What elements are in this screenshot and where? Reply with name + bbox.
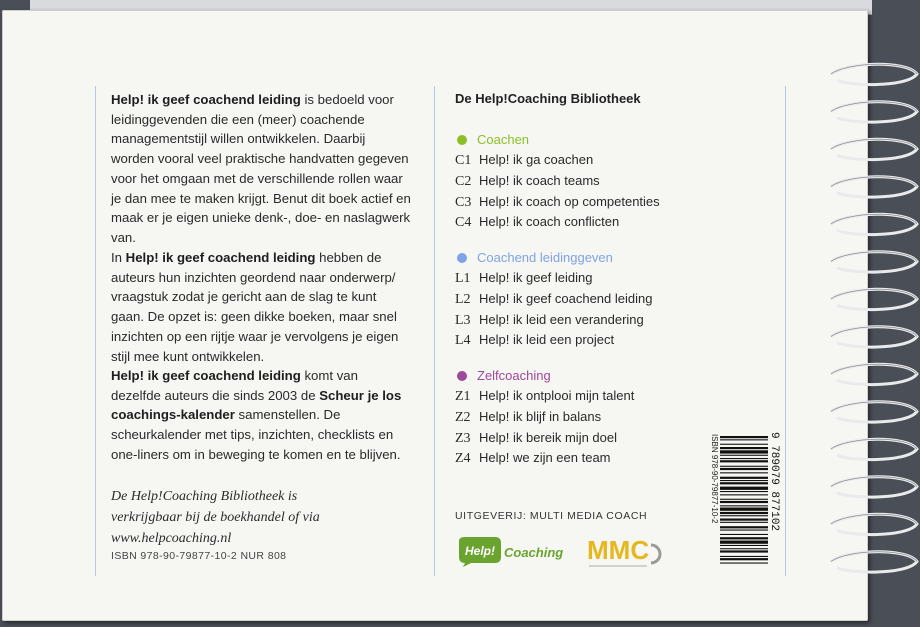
barcode-digits: 9 789079 877102 xyxy=(768,432,780,532)
barcode-bar xyxy=(720,450,768,453)
library-title: De Help!Coaching Bibliotheek xyxy=(455,91,641,106)
item-label: Help! ik bereik mijn doel xyxy=(479,429,618,445)
item-label: Help! ik coach conflicten xyxy=(479,214,620,230)
barcode-bar xyxy=(720,487,768,490)
list-item xyxy=(455,268,652,289)
item-label: Help! ik coach op competenties xyxy=(479,193,660,209)
item-code: C2 xyxy=(455,173,472,189)
barcode-bar xyxy=(720,558,768,560)
item-code: C4 xyxy=(455,215,472,231)
barcode-bar xyxy=(720,501,768,503)
barcode-bar xyxy=(720,505,768,506)
barcode-bar xyxy=(720,530,768,531)
logo-coaching-text: Coaching xyxy=(504,545,564,560)
barcode-bar xyxy=(720,439,768,440)
barcode-bar xyxy=(720,455,768,456)
isbn-nur-line: ISBN 978-90-79877-10-2 NUR 808 xyxy=(111,550,287,562)
barcode-bar xyxy=(720,563,768,564)
barcode-bar xyxy=(720,556,768,557)
barcode-bar xyxy=(720,508,768,511)
list-item xyxy=(455,330,652,351)
item-code: Z4 xyxy=(455,451,471,467)
book-title-bold: Help! ik geef coachend leiding xyxy=(111,368,301,383)
section-heading-label: Coachen xyxy=(477,132,530,147)
barcode-bar xyxy=(720,491,768,492)
item-code: L2 xyxy=(455,291,471,307)
barcode-bar xyxy=(720,548,768,549)
item-label: Help! ik geef leiding xyxy=(479,270,593,285)
item-label: Help! ik geef coachend leiding xyxy=(479,290,653,306)
section-zelfcoaching xyxy=(455,366,634,469)
intro-text: is bedoeld voor leidinggevenden die een (meer) coachende managementstijl willen ontwikkelen. Daarbij worden vooral veel praktische handvatten gegeven voor het omgaan met de verschillende rollen waar je dan mee te maken krijgt. Benut dit boek actief en maak er je eigen unieke denk-, doe- en naslagwerk van. xyxy=(111,92,411,245)
barcode-bar xyxy=(720,526,768,528)
item-code: C1 xyxy=(455,153,472,168)
list-item xyxy=(455,310,652,331)
origin-text: samenstellen. De scheurkalender met tips, inzichten, checklists en one-liners om in beweging te komen en te blijven. xyxy=(111,407,401,462)
logo-mmc-text: MMC xyxy=(587,535,650,565)
section-heading-label: Coachend leidinggeven xyxy=(477,250,613,265)
item-code: Z2 xyxy=(455,409,471,425)
section-coachend-leidinggeven xyxy=(455,248,652,351)
barcode-bar xyxy=(720,494,768,495)
item-code: L3 xyxy=(455,312,471,328)
item-code: Z3 xyxy=(455,430,471,446)
list-item xyxy=(455,150,660,171)
calendar-title-bold: Scheur je los coachings-kalender xyxy=(111,387,402,423)
item-label: Help! ik ga coachen xyxy=(479,152,594,167)
list-item xyxy=(455,407,634,428)
barcode-isbn-text: ISBN 978-90-79877-10-2 xyxy=(710,434,719,524)
book-title-bold: Help! ik geef coachend leiding xyxy=(125,250,316,265)
origin-mid: komt van dezelfde auteurs die sinds 2003 de xyxy=(111,368,358,403)
barcode-bar xyxy=(720,541,768,544)
list-item xyxy=(455,448,634,469)
barcode-bars xyxy=(720,436,768,564)
barcode-bar xyxy=(720,477,768,479)
item-label: Help! we zijn een team xyxy=(479,450,611,466)
blue-dot-icon xyxy=(457,253,467,263)
barcode-bar xyxy=(720,537,768,539)
list-item xyxy=(455,428,634,449)
list-item xyxy=(455,289,652,310)
section-heading xyxy=(455,130,660,150)
barcode-bar xyxy=(720,522,768,523)
item-code: C3 xyxy=(455,194,472,210)
item-label: Help! ik ontplooi mijn talent xyxy=(479,388,635,403)
barcode-bar xyxy=(720,534,768,535)
book-back-cover xyxy=(2,10,868,621)
library-column xyxy=(434,86,786,576)
barcode-bar xyxy=(720,545,768,546)
section-heading-label: Zelfcoaching xyxy=(477,368,551,383)
isbn-barcode xyxy=(706,432,782,572)
green-dot-icon xyxy=(457,135,467,145)
barcode-bar xyxy=(720,447,768,449)
item-label: Help! ik leid een project xyxy=(479,332,615,348)
list-item xyxy=(455,192,660,213)
barcode-bar xyxy=(720,515,768,516)
barcode-bar xyxy=(720,472,768,473)
section-heading xyxy=(455,248,652,268)
barcode-bar xyxy=(720,460,768,462)
barcode-bar xyxy=(720,466,768,467)
purple-dot-icon xyxy=(457,371,467,381)
origin-paragraph xyxy=(111,366,411,465)
barcode-bar xyxy=(720,519,768,521)
publisher-line: UITGEVERIJ: MULTI MEDIA COACH xyxy=(455,510,648,522)
list-item xyxy=(455,386,634,407)
barcode-bar xyxy=(720,480,768,481)
item-label: Help! ik coach teams xyxy=(479,172,600,188)
item-code: L1 xyxy=(455,271,471,286)
help-coaching-logo xyxy=(455,535,567,567)
barcode-bar xyxy=(720,512,768,514)
structure-pre: In xyxy=(111,250,126,265)
section-heading xyxy=(455,366,634,386)
structure-text: hebben de auteurs hun inzichten geordend naar onderwerp/ vraagstuk zodat je gericht aan de slag te kunt gaan. De opzet is: geen dikke boeken, maar snel inzichten op een rijtje waar je vervolgens je eigen stijl mee kunt ontwikkelen. xyxy=(111,250,399,364)
section-coachen xyxy=(455,130,660,233)
description-column xyxy=(95,86,416,576)
barcode-bar xyxy=(720,550,768,552)
structure-paragraph xyxy=(111,248,411,366)
availability-note: De Help!Coaching Bibliotheek is verkrijgbaar bij de boekhandel of via www.helpcoaching.nl xyxy=(111,489,320,546)
intro-paragraph xyxy=(111,90,411,248)
barcode-bar xyxy=(720,444,768,445)
barcode-bar xyxy=(720,458,768,459)
barcode-bar xyxy=(720,482,768,484)
list-item xyxy=(455,171,660,192)
barcode-bar xyxy=(720,499,768,500)
list-item xyxy=(455,212,660,233)
book-title-bold: Help! ik geef coachend leiding xyxy=(111,92,301,107)
item-label: Help! ik blijf in balans xyxy=(479,408,602,424)
item-code: Z1 xyxy=(455,389,471,404)
barcode-bar xyxy=(720,468,768,470)
item-label: Help! ik leid een verandering xyxy=(479,311,644,327)
barcode-bar xyxy=(720,436,768,438)
item-code: L4 xyxy=(455,333,471,349)
logo-help-text: Help! xyxy=(465,544,495,558)
spiral-binding xyxy=(827,60,920,600)
binding-coils xyxy=(831,64,917,572)
mmc-logo xyxy=(587,531,667,573)
